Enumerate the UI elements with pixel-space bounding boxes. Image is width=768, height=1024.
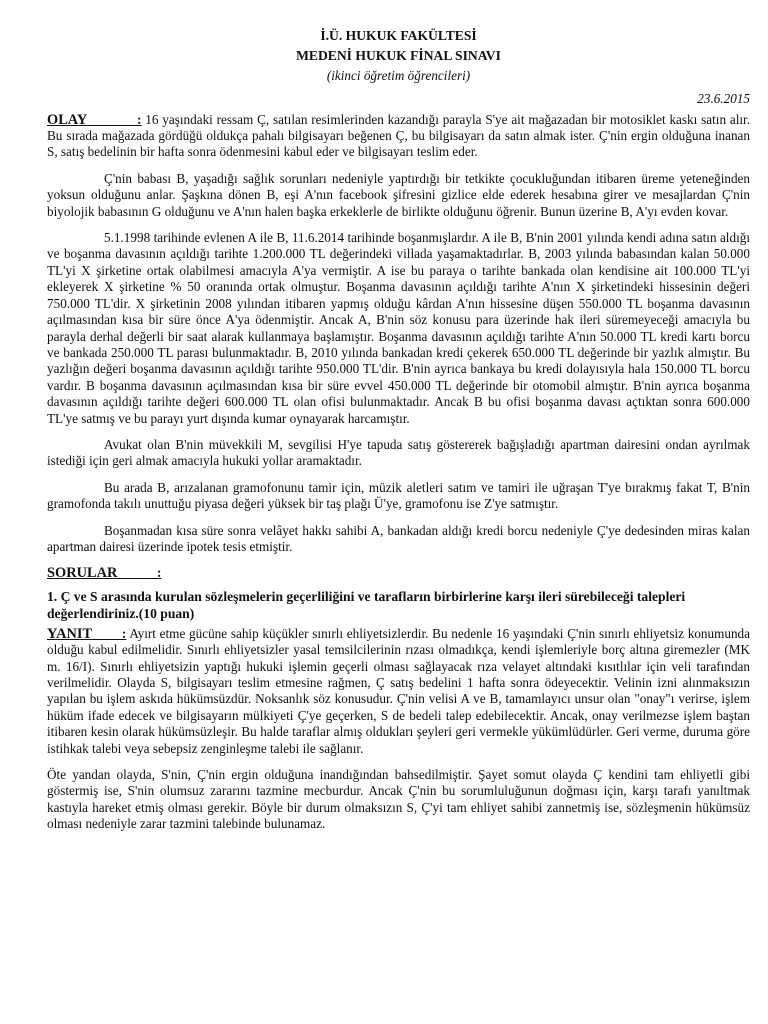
- audience-subtitle: (ikinci öğretim öğrencileri): [326, 67, 471, 83]
- olay-paragraph-3: 5.1.1998 tarihinde evlenen A ile B, 11.6.2014 tarihinde boşanmışlardır. A ile B, B'nin 2001 yılında kendi adına satın aldığı ve boşanma davasının açıldığı tarihte 1.200.000 TL değerindeki villada yaşamaktadırlar. B, 2003 yılında babasından kalan 50.000 TL'yi X şirketine ortak olabilmesi amacıyla A'ya vermiştir. A ise bu paraya o tarihte bankada olan kendisine ait 100.000 TL'yi ekleyerek X şirketine % 50 oranında ortak olmuştur. Boşanma davasının açıldığı tarihte A'nın X şirketindeki hissesinin değeri 750.000 TL'dir. X şirketinin 2008 yılından itibaren yapmış olduğu kârdan A'nın hissesine düşen 550.000 TL boşanma davasının açılmasından kısa bir süre önce A'ya ödenmiştir. Ancak A, B'nin söz konusu para üzerinde hak ileri süremeyeceği amacıyla bu parayla derhal değerli bir saat alarak kullanmaya başlamıştır. Boşanma davasının açıldığı tarihte A'nın 50.000 TL kredi kartı borcu ve bankada 250.000 TL parası bulunmaktadır. B, 2010 yılında bankadan kredi çekerek 650.000 TL değerinde bir yazlık almıştır. Bu yazlığın değeri boşanma davasının açıldığı tarihte 950.000 TL'dir. B'nin ayrıca bankaya bu kredi dolayısıyla hala 150.000 TL borcu vardır. B boşanma davasının açılmasından kısa bir süre evvel 450.000 TL değerinde bir otomobil almıştır. B'nin ayrıca boşanma davasının açıldığı tarihte değeri 600.000 TL olan ofisi bulunmaktadır. Ancak B bu ofisi boşanma davası açtıktan sonra 600.000 TL'ye satmış ve bu parayı yurt dışında kumar oynayarak harcamıştır.: [47, 230, 750, 426]
- yanit-paragraph-2: Öte yandan olayda, S'nin, Ç'nin ergin olduğuna inandığından bahsedilmiştir. Şayet somut olayda Ç kendini tam ehliyetli gibi göstermiş ise, S'nin olumsuz zararını tazmine mecburdur. Ancak Ç'nin bu sorumluluğunun doğması için, karşı tarafı yanıltmak kastıyla hareket etmiş olması gerekir. Böyle bir durum olmaksızın S, Ç'yi tam ehliyet sahibi zannetmiş ise, sözleşmenin hükümsüz olması nedeniyle zarar tazmini talebinde bulunamaz.: [47, 767, 750, 832]
- olay-paragraph-4: Avukat olan B'nin müvekkili M, sevgilisi H'ye tapuda satış göstererek bağışladığı apartman dairesini ondan ayrılmak istediği için geri almak amacıyla hukuki yollar aramaktadır.: [47, 436, 750, 469]
- sorular-heading: SORULAR: [47, 565, 118, 582]
- olay-section: [47, 112, 750, 556]
- sorular-heading-line: [47, 565, 750, 581]
- yanit-heading: YANIT: [47, 625, 93, 642]
- yanit-section: [47, 626, 750, 833]
- exam-title: MEDENİ HUKUK FİNAL SINAVI: [296, 48, 501, 64]
- olay-paragraph-2: Ç'nin babası B, yaşadığı sağlık sorunları nedeniyle yaptırdığı bir tetkikte çocukluğundan itibaren üreme yeteneğinden yoksun olduğunu anlar. Şaşkına dönen B, eşi A'nın facebook şifresini gizlice elde ederek hesabına girer ve mesajlardan Ç'nin biyolojik babasının G olduğunu ve A'nın halen başka erkeklerle de birlikte olduğunu öğrenir. Bunun üzerine B, A'yı evden kovar.: [47, 170, 750, 219]
- olay-heading-colon: :: [87, 111, 142, 127]
- sorular-heading-colon: :: [117, 565, 162, 581]
- question-1: 1. Ç ve S arasında kurulan sözleşmelerin geçerliliğini ve tarafların birbirlerine karşı ileri sürebileceği talepleri değerlendiriniz.(10 puan): [47, 588, 686, 621]
- olay-heading: OLAY: [47, 111, 88, 128]
- olay-paragraph-6: Boşanmadan kısa süre sonra velâyet hakkı sahibi A, bankadan aldığı kredi borcu nedeniyle Ç'ye dedesinden miras kalan apartman dairesi üzerinde ipotek tesis etmiştir.: [47, 522, 750, 554]
- sorular-section: [47, 565, 750, 621]
- olay-paragraph-1: OLAY : 16 yaşındaki ressam Ç, satılan resimlerinden kazandığı parayla S'ye ait mağazadan bir motosiklet kaskı satın alır. Bu sırada mağazada gördüğü oldukça pahalı bilgisayarı beğenen Ç, bu bilgisayarı da satın almak ister. Ç'nin ergin olduğuna inanan S, satış bedelinin bir hafta sonra ödenmesini kabul eder ve bilgisayarı teslim eder.: [47, 111, 751, 160]
- yanit-heading-colon: :: [92, 625, 127, 641]
- olay-paragraph-5: Bu arada B, arızalanan gramofonunu tamir için, müzik aletleri satım ve tamiri ile uğraşan T'ye bırakmış fakat T, B'nin gramofonda takılı unuttuğu piyasa değeri yüksek bir taş plağı Ü'ye, gramofonu ise Z'ye satmıştır.: [47, 479, 750, 512]
- exam-date: 23.6.2015: [697, 91, 750, 107]
- yanit-paragraph-1: YANIT : Ayırt etme gücüne sahip küçükler sınırlı ehliyetsizlerdir. Bu nedenle 16 yaşındaki Ç'nin sınırlı ehliyetsiz konumunda olduğu kabul edilmelidir. Sınırlı ehliyetsizler yasal temsilcilerinin rızası olmadıkça, kendi işlemleriyle borç altına giremezler (MK m. 16/I). Sınırlı ehliyetsizin yaptığı hukuki işlemin geçerli olması sağlayacak rıza velayet altındaki kısıtlılar için veli tarafından verilmelidir. Olayda S, bilgisayarı teslim etmesine rağmen, Ç satış bedelini 1 hafta sonra ödeyecektir. Velinin izni alınmaksızın yapılan bu işlem askıda hükümsüzdür. Noksanlık söz konusudur. Ç'nin velisi A ve B, tamamlayıcı unsur olan "onay"ı verirse, işlem hüküm ifade edecek ve bilgisayarın mülkiyeti Ç'ye geçerken, S de bedeli talep edebilecektir. Ancak, onay verilmezse işlem baştan itibaren kesin olarak hükümsüzleşir. Bu halde taraflar almış oldukları şeyleri geri vermekle yükümlüdürler. Geri verme, duruma göre istihkak talebi veya sebepsiz zenginleşme talebi ile sağlanır.: [47, 625, 750, 756]
- faculty-title: İ.Ü. HUKUK FAKÜLTESİ: [320, 28, 477, 43]
